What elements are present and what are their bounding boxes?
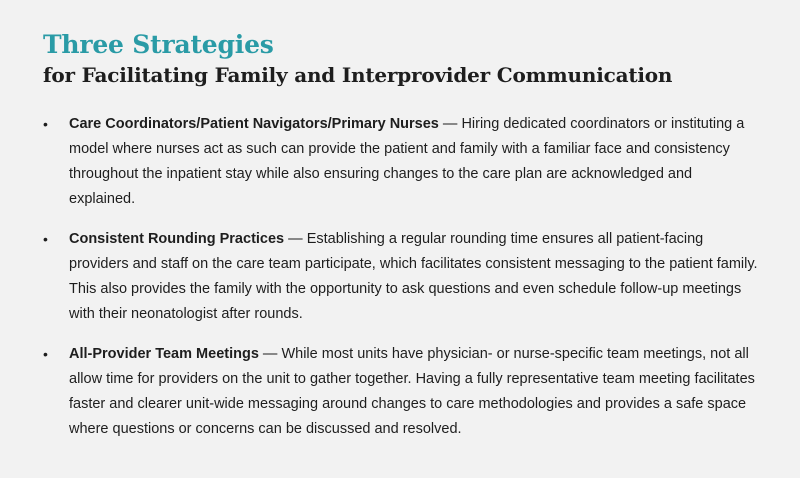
strategy-dash: — — [284, 231, 307, 247]
page-subtitle: for Facilitating Family and Interprovider Communication — [43, 63, 673, 87]
strategy-item-team-meetings — [43, 342, 760, 442]
bullet-icon: • — [43, 346, 48, 362]
strategy-item-care-coordinators — [43, 112, 760, 212]
strategy-description: Hiring dedicated coordinators or instituting a model where nurses act as such can provide the patient and family with a familiar face and consistency throughout the inpatient stay while also ensuring changes to the care plan are acknowledged and explained. — [69, 116, 745, 207]
strategy-term: Care Coordinators/Patient Navigators/Primary Nurses — [69, 116, 439, 132]
bullet-icon: • — [43, 116, 48, 132]
strategy-term: All-Provider Team Meetings — [69, 346, 259, 362]
bullet-icon: • — [43, 231, 48, 247]
strategy-dash: — — [438, 116, 462, 132]
strategy-list — [43, 112, 760, 442]
strategy-dash: — — [258, 346, 282, 362]
strategy-description: While most units have physician- or nurse-specific team meetings, not all allow time for providers on the unit to gather together. Having a fully representative team meeting facilitates faster and clearer unit-wide messaging around changes to care methodologies and provides a safe space where questions or concerns can be discussed and resolved. — [69, 346, 755, 437]
page-title: Three Strategies — [43, 30, 274, 59]
strategy-description: Establishing a regular rounding time ensures all patient-facing providers and staff on the care team participate, which facilitates consistent messaging to the patient family. This also provides the family with the opportunity to ask questions and even schedule follow-up meetings with their neonatologist after rounds. — [69, 231, 758, 322]
strategy-term: Consistent Rounding Practices — [69, 231, 285, 247]
strategy-item-rounding-practices — [43, 227, 760, 327]
